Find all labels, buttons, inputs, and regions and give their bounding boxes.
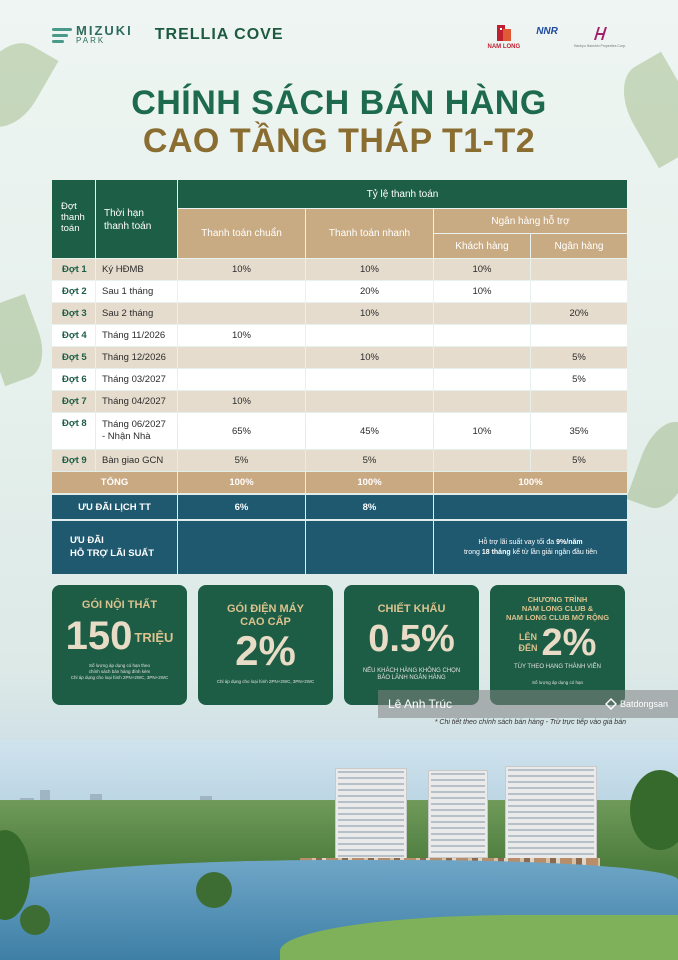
card2-title2: CAO CẤP [240, 616, 291, 629]
card4-small2: Số lượng áp dụng có hạn [531, 679, 583, 685]
nnr-name: NNR [536, 26, 558, 37]
row8-han-line1: Tháng 06/2027 [102, 418, 166, 430]
card3-big: 0.5% [368, 618, 455, 661]
tower-building [505, 766, 597, 862]
card2-big: 2% [235, 627, 296, 675]
table-row: Đợt 5 Tháng 12/2026 10% 5% [52, 347, 627, 368]
hankyu-mark-icon [590, 24, 610, 42]
total-row: TỔNG 100% 100% 100% [52, 472, 627, 493]
table-row: Đợt 9 Bàn giao GCN 5% 5% 5% [52, 450, 627, 471]
title-line1: CHÍNH SÁCH BÁN HÀNG [131, 84, 547, 122]
title-line2: CAO TẦNG THÁP T1-T2 [142, 122, 536, 160]
hotro-label1: ƯU ĐÃI [70, 535, 104, 547]
hankyu-logo [574, 24, 626, 48]
card4-den: ĐẾN [518, 643, 538, 653]
table-row: Đợt 4 Tháng 11/2026 10% [52, 325, 627, 346]
table-row: Đợt 8 Tháng 06/2027 - Nhận Nhà 65% 45% 10% 35% [52, 413, 627, 449]
promo-card-dienmay [198, 585, 333, 705]
card2-small1: Chỉ áp dụng cho loại hình 2PN+2WC, 3PN+2WC [216, 679, 315, 685]
header-thoihan: Thời hạn thanh toán [96, 180, 177, 258]
card1-small3: Chỉ áp dụng cho loại hình 2PN+2WC, 3PN+2WC [70, 674, 169, 680]
card4-big: 2% [541, 622, 597, 664]
table-row: Đợt 6 Tháng 03/2027 5% [52, 369, 627, 390]
header-nganhang: Ngân hàng [531, 234, 627, 258]
header-logos-right [488, 24, 626, 50]
hankyu-name: Hankyu Hanshin Properties Corp. [573, 44, 626, 48]
header-khachhang: Khách hàng [434, 234, 530, 258]
card4-title2: NAM LONG CLUB & [521, 604, 594, 613]
batdongsan-icon [605, 698, 617, 710]
mizuki-wave-icon [52, 26, 72, 44]
leaf-decoration [626, 414, 678, 516]
header-dot: Đợt thanh toán [52, 180, 95, 258]
hotro-label2: HỖ TRỢ LÃI SUẤT [70, 547, 155, 559]
card3-small2: BẢO LÃNH NGÂN HÀNG [377, 675, 446, 682]
tower-building [428, 770, 488, 858]
mizuki-line1: MIZUKI [76, 23, 133, 38]
card1-big: 150 [65, 614, 133, 659]
tree [20, 905, 50, 935]
card4-len: LÊN [519, 632, 538, 643]
card3-small1: NẾU KHÁCH HÀNG KHÔNG CHỌN [362, 667, 461, 674]
card1-title: GÓI NỘI THẤT [81, 599, 158, 611]
mizuki-line2: PARK [76, 36, 106, 45]
table-row: Đợt 3 Sau 2 tháng 10% 20% [52, 303, 627, 324]
promo-card-chietkhau [344, 585, 479, 705]
card4-small1: TÙY THEO HẠNG THÀNH VIÊN [513, 664, 601, 670]
namlong-name: NAM LONG [487, 44, 521, 50]
card4-title3: NAM LONG CLUB MỞ RỘNG [505, 613, 610, 622]
header-nhanh: Thanh toán nhanh [306, 209, 433, 258]
namlong-mark-icon [494, 24, 514, 42]
nnr-logo [536, 24, 558, 37]
watermark-overlay [378, 690, 678, 718]
row8-han-line2: - Nhận Nhà [102, 431, 151, 442]
tree [196, 872, 232, 908]
footnote: * Chi tiết theo chính sách bán hàng - Trừ trực tiếp vào giá bán [434, 719, 626, 726]
header-tyle: Tỷ lệ thanh toán [178, 180, 627, 208]
hotro-note: Hỗ trợ lãi suất vay tối đa 9%/năm trong 18 tháng kể từ lần giải ngân đầu tiên [434, 521, 627, 574]
header-chuan: Thanh toán chuẩn [178, 209, 305, 258]
promo-card-noithat [52, 585, 187, 705]
card1-unit: TRIỆU [134, 630, 174, 646]
leaf-decoration [0, 294, 52, 386]
card1-small2: chính sách bán hàng đính kèm [88, 669, 151, 675]
watermark-name: Lê Anh Trúc [388, 697, 453, 711]
tower-building [335, 768, 407, 860]
card1-small1: Số lượng áp dụng có hạn theo [88, 663, 150, 669]
card4-title1: CHƯƠNG TRÌNH [527, 595, 588, 604]
promo-card-namlong-club [490, 585, 625, 705]
card3-title: CHIẾT KHẤU [377, 603, 446, 615]
header-logos-left [52, 24, 284, 45]
trellia-cove-logo: TRELLIA COVE [154, 25, 284, 43]
table-row: Đợt 1 Ký HĐMB 10% 10% 10% [52, 259, 627, 280]
uudai-lichtt-row: ƯU ĐÃI LỊCH TT 6% 8% [52, 495, 627, 519]
batdongsan-logo: Batdongsan [605, 698, 668, 710]
table-row: Đợt 7 Tháng 04/2027 10% [52, 391, 627, 412]
table-row: Đợt 2 Sau 1 tháng 20% 10% [52, 281, 627, 302]
hotro-laisuat-row [52, 521, 627, 574]
mizuki-park-logo [52, 24, 133, 45]
namlong-logo [488, 24, 521, 50]
header-nganhang-hotro: Ngân hàng hỗ trợ [434, 209, 627, 233]
card2-title1: GÓI ĐIỆN MÁY [226, 603, 304, 615]
